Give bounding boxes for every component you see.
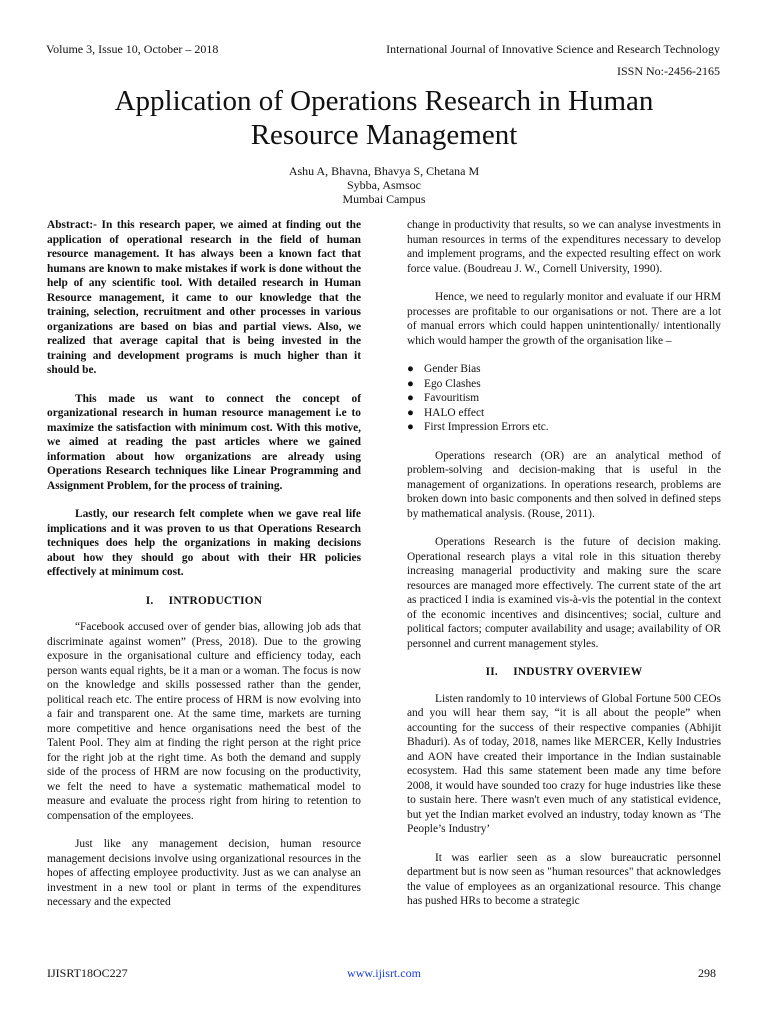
- left-column: [47, 218, 361, 924]
- bullet-icon: ●: [407, 377, 414, 390]
- body-paragraph-2: Hence, we need to regularly monitor and evaluate if our HRM processes are profitable to our organisations or not. There are a lot of manual errors which could happen unintentionally/ intentionally which would hamper the growth of the organisation like –: [407, 291, 721, 347]
- page-number: 298: [698, 966, 716, 980]
- body-paragraph-4: Operations Research is the future of decision making. Operational research plays a vital role in this situation thereby increasing managerial productivity and making sure the scare resources are managed more effectively. The current state of the art as practiced I india is examined vis-à-vis the potential in the context of the economic incentives and disincentives; social, culture and political factors; computer availability and usage; availability of OR personnel and current management styles.: [407, 536, 721, 650]
- right-column: [407, 218, 721, 923]
- list-item-text: First Impression Errors etc.: [424, 421, 549, 433]
- body-paragraph-1: change in productivity that results, so we can analyse investments in human resources in terms of the expenditures necessary to develop and implement programs, and the expected resulting effect on work force value. (Boudreau J. W., Cornell University, 1990).: [407, 219, 721, 275]
- bullet-icon: ●: [407, 392, 414, 404]
- paper-title: Application of Operations Research in Human Resource Management: [114, 85, 654, 151]
- author-block: [0, 164, 768, 206]
- list-item-text: Gender Bias: [424, 363, 481, 375]
- list-item-text: Favouritism: [424, 392, 480, 404]
- intro-paragraph-1: “Facebook accused over of gender bias, allowing job ads that discriminate against women” (Press, 2018). Due to the growing exposure in the organisational culture and efficiency today, each person wants equal rights, be it a man or a woman. The focus is now on the knowledge and skills possessed rather than the gender, political reach etc. The entire process of HRM is now evolving into a fair and transparent one. At the same time, markets are turning more competitive and hence organisations need the best of the Talent Pool. They aim at finding the right person at the right price for the right job at the right time. As both the demand and supply side of the process of HRM are now focusing on the productivity, we felt the need to have a systematic mathematical model to measure and evaluate the process right from hiring to retention to compensation of the employees.: [47, 621, 361, 822]
- issn-number: ISSN No:-2456-2165: [616, 64, 720, 78]
- list-item: [407, 391, 721, 406]
- bullet-list: [407, 362, 721, 435]
- bullet-icon: ●: [407, 406, 414, 419]
- journal-name: International Journal of Innovative Science and Research Technology: [386, 42, 720, 56]
- list-item: [407, 420, 721, 435]
- list-item-text: Ego Clashes: [424, 377, 481, 390]
- body-paragraph-3: Operations research (OR) are an analytical method of problem-solving and decision-making that is useful in the management of organizations. In operations research, problems are broken down into basic components and then solved in defined steps by mathematical analysis. (Rouse, 2011).: [407, 449, 721, 520]
- bullet-icon: ●: [407, 421, 414, 433]
- author-campus: Mumbai Campus: [342, 192, 426, 206]
- abstract-paragraph: Abstract:- In this research paper, we aimed at finding out the application of operational research in the field of human resource management. It has always been a known fact that humans are known to make mistakes if work is done without the help of any scientific tool. With detailed research in Human Resource management, it came to our knowledge that the training, selection, recruitment and other processes in various organizations are based on bias and partial views. Also, we realized that average capital that is being invested in the training and development programs is much higher than it should be.: [47, 219, 361, 376]
- body-paragraph-6: It was earlier seen as a slow bureaucratic personnel department but is now seen as "human resources" that acknowledges the value of employees as an organizational resource. This change has pushed HRs to become a strategic: [407, 851, 721, 907]
- list-item: [407, 406, 721, 421]
- author-affiliation: Sybba, Asmsoc: [346, 178, 421, 192]
- intro-paragraph-2: Just like any management decision, human resource management decisions involve using organizational resources in the hopes of affecting employee productivity. Just as we can analyse an investment in a new tool or plant in terms of the expenditures necessary and the expected: [47, 838, 361, 908]
- section-heading-introduction: I. INTRODUCTION: [145, 594, 263, 607]
- list-item: [407, 362, 721, 377]
- bullet-icon: ●: [407, 363, 414, 375]
- list-item-text: HALO effect: [424, 406, 485, 419]
- section-heading-industry-overview: II. INDUSTRY OVERVIEW: [485, 666, 643, 678]
- paper-id: IJISRT18OC227: [47, 966, 128, 980]
- journal-website-link[interactable]: www.ijisrt.com: [347, 966, 421, 980]
- body-paragraph-5: Listen randomly to 10 interviews of Global Fortune 500 CEOs and you will hear them say, “it is all about the people” when accounting for the success of their respective companies (Abhijit Bhaduri). As of today, 2018, names like MERCER, Kelly Industries and AON have created their importance in the Indian sustainable ecosystem. Had this same statement been made any time before 2008, it would have sounded too crazy for huge industries like these to sustain here. There wasn't even much of any statistical evidence, but yet the Indian market evolved an industry, today known as ‘The People’s Industry’: [407, 692, 721, 835]
- author-names: Ashu A, Bhavna, Bhavya S, Chetana M: [288, 164, 480, 178]
- volume-issue: Volume 3, Issue 10, October – 2018: [46, 42, 219, 56]
- list-item: [407, 377, 721, 392]
- abstract-paragraph-2: This made us want to connect the concept of organizational research in human resource management i.e to maximize the satisfaction with minimum cost. With this motive, we aimed at reading the past articles where we gained information about how organizations are already using Operations Research techniques like Linear Programming and Assignment Problem, for the process of training.: [47, 392, 361, 492]
- abstract-paragraph-3: Lastly, our research felt complete when we gave real life implications and it was proven to us that Operations Research techniques does help the organizations in making decisions about how they should go about with their HR policies effectively at minimum cost.: [47, 508, 361, 578]
